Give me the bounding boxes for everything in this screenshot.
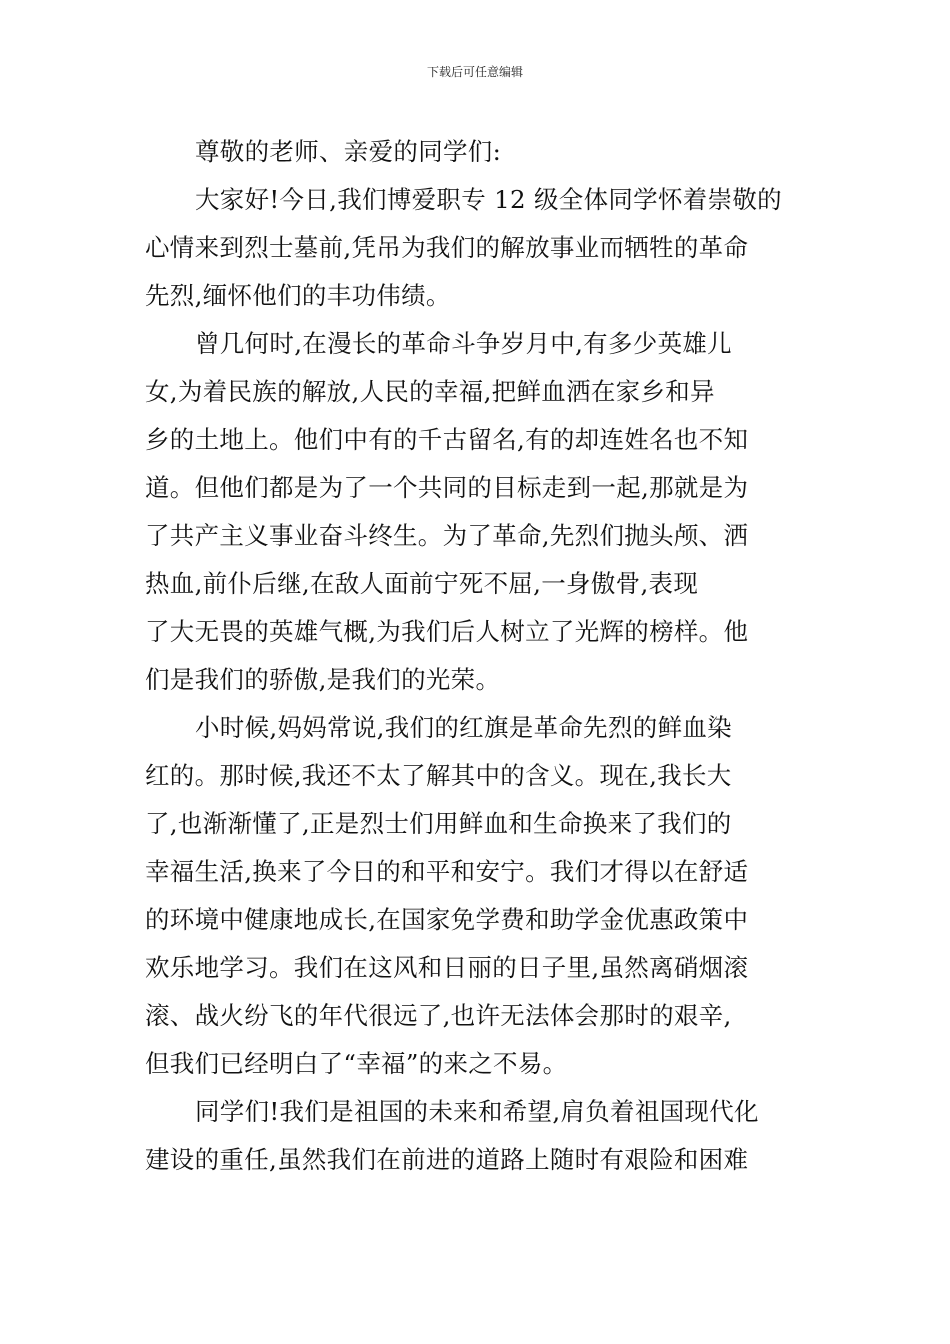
- paragraph-2-line-2: 女,为着民族的解放,人民的幸福,把鲜血洒在家乡和异: [145, 377, 715, 406]
- salutation-line: 尊敬的老师、亲爱的同学们:: [195, 137, 502, 166]
- paragraph-1-line-1: 大家好!今日,我们博爱职专 12 级全体同学怀着崇敬的: [195, 185, 782, 214]
- paragraph-2-line-8: 们是我们的骄傲,是我们的光荣。: [145, 665, 501, 694]
- paragraph-2-line-4: 道。但他们都是为了一个共同的目标走到一起,那就是为: [145, 473, 749, 502]
- page-header-note: 下载后可任意编辑: [426, 65, 523, 79]
- paragraph-3-line-6: 欢乐地学习。我们在这风和日丽的日子里,虽然离硝烟滚: [145, 953, 749, 982]
- paragraph-2-line-6: 热血,前仆后继,在敌人面前宁死不屈,一身傲骨,表现: [145, 569, 699, 598]
- paragraph-2-line-7: 了大无畏的英雄气概,为我们后人树立了光辉的榜样。他: [145, 617, 749, 646]
- paragraph-3-line-5: 的环境中健康地成长,在国家免学费和助学金优惠政策中: [145, 905, 749, 934]
- paragraph-3-line-8: 但我们已经明白了“幸福”的来之不易。: [145, 1049, 568, 1078]
- paragraph-3-line-2: 红的。那时候,我还不太了解其中的含义。现在,我长大: [145, 761, 732, 790]
- paragraph-4-line-2: 建设的重任,虽然我们在前进的道路上随时有艰险和困难: [145, 1145, 749, 1174]
- paragraph-1-line-3: 先烈,缅怀他们的丰功伟绩。: [145, 281, 451, 310]
- paragraph-1-line-2: 心情来到烈士墓前,凭吊为我们的解放事业而牺牲的革命: [145, 233, 749, 262]
- document-body: [145, 128, 809, 1184]
- paragraph-3-line-4: 幸福生活,换来了今日的和平和安宁。我们才得以在舒适: [145, 857, 749, 886]
- paragraph-3-line-3: 了,也渐渐懂了,正是烈士们用鲜血和生命换来了我们的: [145, 809, 732, 838]
- paragraph-3-line-7: 滚、战火纷飞的年代很远了,也许无法体会那时的艰辛,: [145, 1001, 732, 1030]
- paragraph-3-line-1: 小时候,妈妈常说,我们的红旗是革命先烈的鲜血染: [195, 713, 732, 742]
- paragraph-2-line-5: 了共产主义事业奋斗终生。为了革命,先烈们抛头颅、洒: [145, 521, 749, 550]
- paragraph-2-line-3: 乡的土地上。他们中有的千古留名,有的却连姓名也不知: [145, 425, 749, 454]
- paragraph-2-line-1: 曾几何时,在漫长的革命斗争岁月中,有多少英雄儿: [195, 329, 732, 358]
- paragraph-4-line-1: 同学们!我们是祖国的未来和希望,肩负着祖国现代化: [195, 1097, 759, 1126]
